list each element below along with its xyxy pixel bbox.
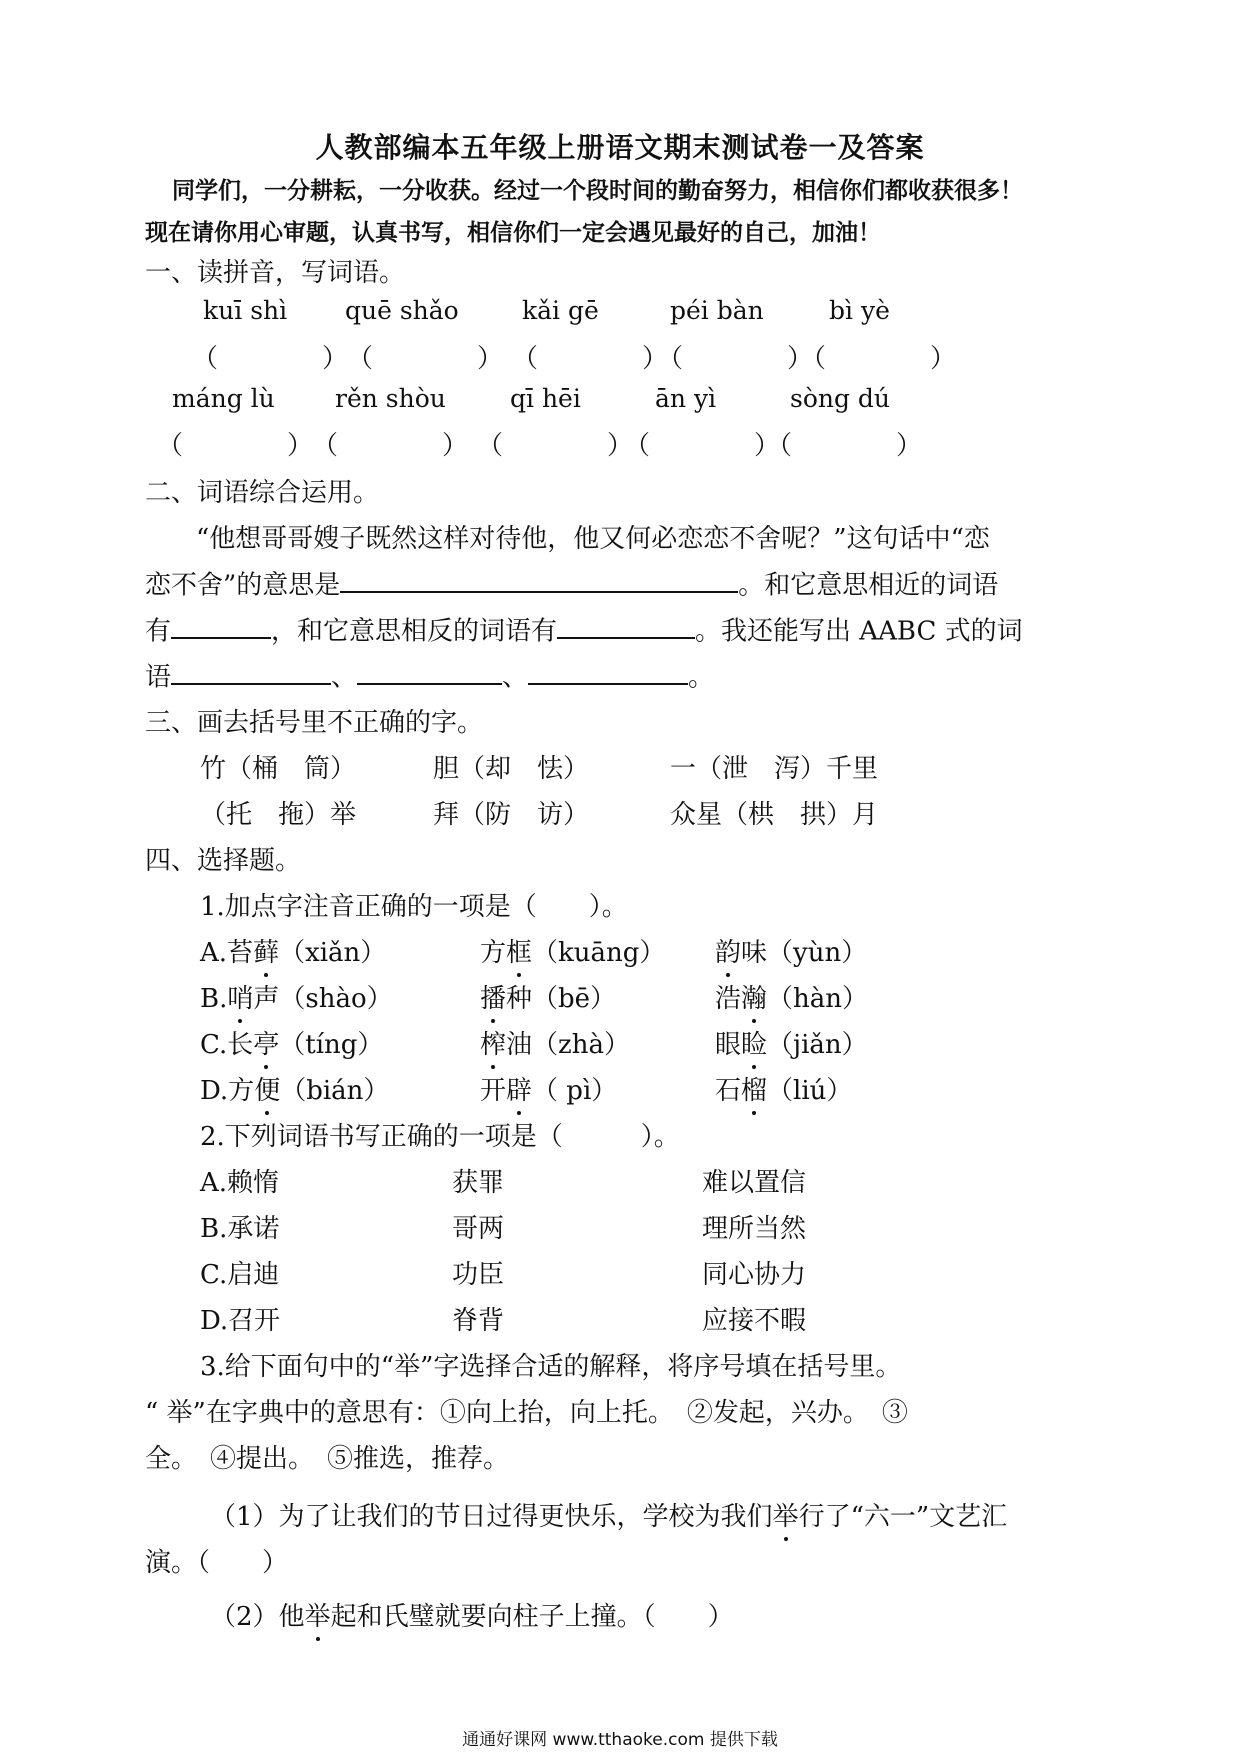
q1c3-pre: 眼 (715, 1030, 742, 1060)
q1b1-dotted-char: 哨 (227, 978, 253, 1015)
q1d2-pre: 开 (480, 1076, 507, 1106)
q1b2-dotted-char: 播 (480, 978, 506, 1015)
aabc-blank-1[interactable] (171, 656, 331, 685)
q1b3-pre: 浩 (715, 984, 742, 1014)
q2-option-d[interactable]: D.召开 (200, 1306, 281, 1336)
q1-option-b-1[interactable] (200, 978, 393, 1015)
q1d1-dotted-char: 便 (254, 1070, 280, 1107)
q1d3-post: （liú） (767, 1076, 853, 1106)
q2-option-b-word-3: 理所当然 (702, 1214, 807, 1244)
q1-option-d-3 (715, 1070, 852, 1107)
answer-bracket-1-2: （ ） (347, 344, 504, 374)
s2-paragraph-line-3 (145, 610, 1023, 647)
q2-option-c-word-2: 功臣 (452, 1260, 505, 1290)
q1c2-post: 油（zhà） (506, 1030, 630, 1060)
q1a2-dotted-char: 框 (506, 932, 532, 969)
pinyin-1-3: kǎi gē (522, 296, 599, 325)
q1c1-pre: C.长 (200, 1030, 254, 1060)
pinyin-1-2: quē shǎo (345, 296, 459, 325)
synonym-blank[interactable] (171, 610, 271, 639)
s2-text-3a: 有 (145, 616, 172, 647)
answer-bracket-2-4: （ ） (624, 431, 781, 461)
pinyin-1-4: péi bàn (670, 296, 764, 325)
aabc-blank-2[interactable] (357, 656, 502, 685)
q1a2-post: （kuāng） (532, 938, 666, 968)
s2-text-3b: ，和它意思相反的词语有 (271, 616, 558, 647)
q1-option-c-1[interactable] (200, 1024, 383, 1061)
s3-item-2-1[interactable]: （托 拖）举 (200, 800, 357, 830)
q1c1-post: （tíng） (279, 1030, 384, 1060)
q2-option-a-word-3: 难以置信 (702, 1168, 807, 1198)
q1d1-pre: D.方 (200, 1076, 255, 1106)
pinyin-2-4: ān yì (655, 384, 717, 413)
s2-paragraph-line-2 (145, 564, 998, 601)
section-3-heading: 三、画去括号里不正确的字。 (145, 708, 484, 738)
q1d3-pre: 石 (715, 1076, 742, 1106)
s2-text-2a: 恋不舍”的意思是 (145, 570, 341, 601)
q1c3-dotted-char: 睑 (741, 1024, 767, 1061)
s2-text-3c: 。我还能写出 AABC 式的词 (695, 616, 1023, 647)
q2-option-c[interactable]: C.启迪 (200, 1260, 280, 1290)
q1-option-a-1[interactable] (200, 932, 386, 969)
answer-bracket-1-5: （ ） (800, 344, 957, 374)
q1b1-post: 声（shào） (253, 984, 393, 1014)
q1-option-a-2 (480, 932, 665, 969)
answer-bracket-2-3: （ ） (477, 431, 634, 461)
section-4-heading: 四、选择题。 (145, 846, 302, 876)
q3s2-text-b: 起和氏璧就要向柱子上撞。（ ） (330, 1602, 734, 1632)
s2-paragraph-line-4 (145, 656, 714, 693)
q3-meanings-line-2: 全。 ④提出。 ⑤推选，推荐。 (145, 1444, 510, 1474)
pinyin-2-3: qī hēi (510, 384, 581, 413)
s3-item-1-3[interactable]: 一（泄 泻）千里 (670, 754, 879, 784)
q1a3-post: 味（yùn） (741, 938, 868, 968)
q3s2-dotted-char: 举 (305, 1596, 331, 1633)
meaning-blank[interactable] (340, 564, 738, 593)
q1b2-post: 种（bē） (506, 984, 617, 1014)
separator-2: 、 (502, 662, 529, 693)
q1d2-dotted-char: 辟 (506, 1070, 532, 1107)
q3s1-text-a: （1）为了让我们的节日过得更快乐，学校为我们 (210, 1502, 773, 1532)
s2-paragraph-line-1: “他想哥哥嫂子既然这样对待他，他又何必恋恋不舍呢？”这句话中“恋 (196, 524, 990, 554)
answer-bracket-1-3: （ ） (512, 344, 669, 374)
q3-meanings-line-1: “ 举”在字典中的意思有：①向上抬，向上托。 ②发起，兴办。 ③ (145, 1398, 908, 1428)
q1d3-dotted-char: 榴 (741, 1070, 767, 1107)
pinyin-2-1: máng lù (172, 384, 275, 413)
pinyin-1-1: kuī shì (203, 296, 288, 325)
q1d1-post: （bián） (280, 1076, 390, 1106)
separator-1: 、 (331, 662, 358, 693)
q1-option-d-1[interactable] (200, 1070, 389, 1107)
q1c3-post: （jiǎn） (767, 1030, 868, 1060)
answer-bracket-2-1: （ ） (157, 431, 314, 461)
s3-item-1-1[interactable]: 竹（桶 筒） (200, 754, 357, 784)
q1c2-dotted-char: 榨 (480, 1024, 506, 1061)
intro-line-2: 现在请你用心审题，认真书写，相信你们一定会遇见最好的自己，加油！ (145, 219, 881, 246)
q1c1-dotted-char: 亭 (253, 1024, 279, 1061)
q1b3-post: （hàn） (767, 984, 869, 1014)
q3-sentence-1-cont[interactable]: 演。（ ） (145, 1548, 289, 1578)
q2-option-a-word-2: 获罪 (452, 1168, 505, 1198)
q2-option-d-word-2: 脊背 (452, 1306, 505, 1336)
q1a3-dotted-char: 韵 (715, 932, 741, 969)
q1b1-pre: B. (200, 984, 228, 1014)
s3-item-2-2[interactable]: 拜（防 访） (433, 800, 590, 830)
q1a1-dotted-char: 藓 (253, 932, 279, 969)
q1-option-c-2 (480, 1024, 630, 1061)
q3s2-text-a: （2）他 (210, 1602, 305, 1632)
q3s1-dotted-char: 举 (773, 1496, 799, 1533)
answer-bracket-2-5: （ ） (766, 431, 923, 461)
pinyin-2-2: rěn shòu (335, 384, 446, 413)
q2-option-b-word-2: 哥两 (452, 1214, 505, 1244)
q1a1-post: （xiǎn） (279, 938, 387, 968)
s2-text-2b: 。和它意思相近的词语 (738, 570, 999, 601)
intro-line-1: 同学们，一分耕耘，一分收获。经过一个段时间的勤奋努力，相信你们都收获很多！ (172, 177, 1023, 204)
q1a1-pre: A.苔 (200, 938, 254, 968)
q3-sentence-1 (210, 1496, 1007, 1533)
q2-option-a[interactable]: A.赖惰 (200, 1168, 280, 1198)
pinyin-2-5: sòng dú (790, 384, 891, 413)
aabc-blank-3[interactable] (528, 656, 688, 685)
q1-option-d-2 (480, 1070, 617, 1107)
q1-stem: 1.加点字注音正确的一项是（ ）。 (200, 892, 628, 922)
q3-stem: 3.给下面句中的“举”字选择合适的解释，将序号填在括号里。 (200, 1352, 902, 1382)
pinyin-1-5: bì yè (829, 296, 890, 325)
section-1-heading: 一、读拼音，写词语。 (145, 258, 406, 288)
q1-option-b-2 (480, 978, 616, 1015)
q1-option-c-3 (715, 1024, 868, 1061)
q1-option-b-3 (715, 978, 868, 1015)
q2-option-d-word-3: 应接不暇 (702, 1306, 807, 1336)
page-title: 人教部编本五年级上册语文期末测试卷一及答案 (315, 131, 925, 164)
section-2-heading: 二、词语综合运用。 (145, 478, 380, 508)
q2-option-b[interactable]: B.承诺 (200, 1214, 280, 1244)
answer-bracket-1-1: （ ） (192, 344, 349, 374)
answer-bracket-1-4: （ ） (657, 344, 814, 374)
q2-stem: 2.下列词语书写正确的一项是（ ）。 (200, 1122, 680, 1152)
q1d2-post: （ pì） (532, 1076, 618, 1106)
q1b3-dotted-char: 瀚 (741, 978, 767, 1015)
q1a2-pre: 方 (480, 938, 507, 968)
q3s1-text-b: 行了“六一”文艺汇 (798, 1502, 1008, 1532)
s2-text-4a: 语 (145, 662, 172, 693)
s3-item-2-3[interactable]: 众星（栱 拱）月 (670, 800, 879, 830)
antonym-blank[interactable] (557, 610, 695, 639)
q1-option-a-3 (715, 932, 867, 969)
footer-download-note: 通通好课网 www.tthaoke.com 提供下载 (462, 1730, 778, 1750)
answer-bracket-2-2: （ ） (312, 431, 469, 461)
s3-item-1-2[interactable]: 胆（却 怯） (433, 754, 590, 784)
q3-sentence-2[interactable] (210, 1596, 734, 1633)
q2-option-c-word-3: 同心协力 (702, 1260, 807, 1290)
line-end: 。 (688, 662, 715, 693)
